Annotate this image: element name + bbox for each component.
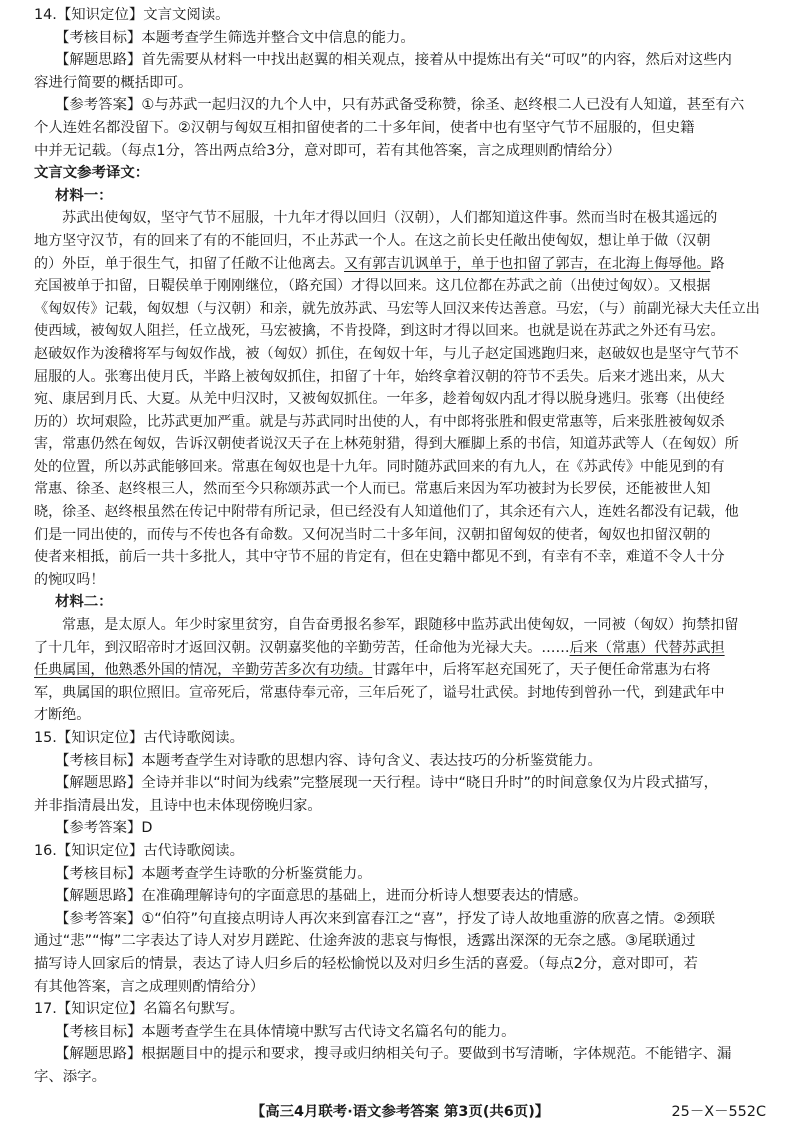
q14-goal: 【考核目标】本题考查学生筛选并整合文中信息的能力。: [55, 29, 415, 46]
q17-idea-line: 字、添字。: [34, 1068, 106, 1085]
q17-idea-line: 【解题思路】根据题目中的提示和要求，搜寻或归纳相关句子。要做到书写清晰，字体规范。不能错字、漏: [55, 1046, 732, 1063]
material-one-line: 常惠、徐圣、赵终根三人，然而至今只称颂苏武一个人而已。常惠后来因为军功被封为长罗侯，还能被世人知: [34, 481, 711, 498]
q14-head: 14.【知识定位】文言文阅读。: [34, 7, 230, 23]
material-one-line: 地方坚守汉节，有的回来了有的不能回归，不止苏武一个人。在这之前长史任敞出使匈奴，想让单于做（汉朝: [34, 232, 711, 249]
material-two-line: [34, 659, 766, 682]
q17-goal: 【考核目标】本题考查学生在具体情境中默写古代诗文名篇名句的能力。: [55, 1023, 516, 1040]
material-one-line: 的惋叹吗！: [34, 571, 105, 588]
q14-idea-line: 容进行简要的概括即可。: [34, 74, 193, 91]
q15-goal: 【考核目标】本题考查学生对诗歌的思想内容、诗句含义、表达技巧的分析鉴赏能力。: [55, 752, 602, 769]
material-one-line: 害，常惠仍然在匈奴，告诉汉朝使者说汉天子在上林苑射猎，得到大雁脚上系的书信，知道苏武等人（在匈奴）所: [34, 436, 739, 453]
q16-answer-line: 描写诗人回家后的情景，表达了诗人归乡后的轻松愉悦以及对归乡生活的喜爱。（每点2分，意对即可，若: [34, 955, 698, 972]
material-one-line: 苏武出使匈奴，坚守气节不屈服，十九年才得以回归（汉朝），人们都知道这件事。然而当时在极其遥远的: [62, 210, 718, 227]
material-two-line: 军，典属国的职位照旧。宣帝死后，常惠侍奉元帝，三年后死了，谥号壮武侯。封地传到曾孙一代，到建武年中: [34, 684, 725, 701]
q16-answer-line: 有其他答案，言之成理则酌情给分）: [34, 978, 265, 995]
material-one-text: 的）外臣，单于很生气，扣留了任敞不让他离去。: [34, 255, 345, 272]
q16-goal: 【考核目标】本题考查学生诗歌的分析鉴赏能力。: [55, 865, 372, 882]
material-one-line: 屈服的人。张骞出使月氏，半路上被匈奴抓住，扣留了十年，始终拿着汉朝的符节不丢失。后来才逃出来，从大: [34, 368, 725, 385]
q16-idea: 【解题思路】在准确理解诗句的字面意思的基础上，进而分析诗人想要表达的情感。: [55, 888, 588, 905]
material-one-line: 使西域，被匈奴人阻拦，任立战死，马宏被擒，不肯投降，到这时才得以回来。也就是说在苏武之外还有马宏。: [34, 323, 725, 340]
q15-idea-line: 【解题思路】全诗并非以“时间为线索”完整展现一天行程。诗中“晓日升时”的时间意象仅为片段式描写，: [55, 775, 719, 792]
underlined-sentence: 后来（常惠）代替苏武担: [569, 639, 725, 656]
material-two-line: 才断绝。: [34, 707, 91, 724]
underlined-sentence: 任典属国，他熟悉外国的情况，辛勤劳苦多次有功绩。: [34, 662, 373, 679]
footer-code: 25－X－552C: [671, 1104, 766, 1120]
material-one-line: 晓，徐圣、赵终根虽然在传记中附带有所记录，但已经没有人知道他们了，其余还有六人，连姓名都没有记载，他: [34, 504, 739, 521]
footer-title: 【高三4月联考·语文参考答案 第3页(共6页)】: [250, 1104, 550, 1120]
q15-answer: 【参考答案】D: [55, 820, 153, 837]
q16-answer-line: 【参考答案】①“伯符”句直接点明诗人再次来到富春江之“喜”，抒发了诗人故地重游的欣喜之情。②颈联: [55, 910, 716, 927]
material-one-line: 使者来相抵，前后一共十多批人，其中守节不屈的肯定有，但在史籍中都见不到，有幸有不幸，难道不令人十分: [34, 549, 725, 566]
q16-head: 16.【知识定位】古代诗歌阅读。: [34, 842, 244, 859]
q14-answer-line: 【参考答案】①与苏武一起归汉的九个人中，只有苏武备受称赞，徐圣、赵终根二人已没有人知道，甚至有六: [55, 97, 745, 114]
material-two-line: [34, 637, 766, 660]
material-one-line: 宛、康居到月氏、大夏。从羌中归汉时，又被匈奴抓住。一年多，趁着匈奴内乱才得以脱身逃归。张骞（出使经: [34, 391, 725, 408]
translation-title: 文言文参考译文：: [34, 165, 150, 182]
material-one-label: 材料一：: [55, 187, 113, 204]
q15-head: 15.【知识定位】古代诗歌阅读。: [34, 730, 244, 746]
material-one-line: 们是一同出使的，而传与不传也各有命数。又何况当时二十多年间，汉朝扣留匈奴的使者，匈奴也扣留汉朝的: [34, 526, 711, 543]
material-one-text: 路: [710, 255, 725, 272]
material-one-line: 历的）坎坷艰险，比苏武更加严重。就是与苏武同时出使的人，有中郎将张胜和假吏常惠等，后来张胜被匈奴杀: [34, 413, 725, 430]
material-one-line: 《匈奴传》记载，匈奴想（与汉朝）和亲，就先放苏武、马宏等人回汉来传达善意。马宏，（与）前副光禄大夫任立出: [34, 300, 760, 317]
q16-answer-line: 通过“悲”“悔”二字表达了诗人对岁月蹉跎、仕途奔波的悲哀与悔恨，透露出深深的无奈之感。③尾联通过: [34, 933, 696, 950]
q14-idea-line: 【解题思路】首先需要从材料一中找出赵翼的相关观点，接着从中提炼出有关“可叹”的内容，然后对这些内: [55, 52, 732, 69]
q15-idea-line: 并非指清晨出发，且诗中也未体现傍晚归家。: [34, 797, 322, 814]
material-two-label: 材料二：: [55, 594, 113, 611]
material-one-line: 充国被单于扣留，日鞮侯单于刚刚继位，（路充国）才得以回来。这几位都在苏武之前（出使过匈奴）。又根据: [34, 278, 711, 295]
q17-head: 17.【知识定位】名篇名句默写。: [34, 1001, 244, 1018]
q14-answer-line: 中并无记载。（每点1分，答出两点给3分，意对即可，若有其他答案，言之成理则酌情给分）: [34, 142, 621, 159]
page-footer: [0, 1100, 800, 1124]
material-two-text: 了十几年，到汉昭帝时才返回汉朝。汉朝嘉奖他的辛勤劳苦，任命他为光禄大夫。……: [34, 639, 570, 656]
q14-answer-line: 个人连姓名都没留下。②汉朝与匈奴互相扣留使者的二十多年间，使者中也有坚守气节不屈服的，但史籍: [34, 119, 695, 136]
material-one-line: 处的位置，所以苏武能够回来。常惠在匈奴也是十九年。同时随苏武回来的有九人，在《苏武传》中能见到的有: [34, 458, 725, 475]
material-one-line: 赵破奴作为浚稽将军与匈奴作战，被（匈奴）抓住，在匈奴十年，与儿子赵定国逃跑归来，赵破奴也是坚守气节不: [34, 345, 739, 362]
material-two-line: 常惠，是太原人。年少时家里贫穷，自告奋勇报名参军，跟随移中监苏武出使匈奴，一同被（匈奴）拘禁扣留: [62, 617, 739, 634]
underlined-sentence: 又有郭吉讥讽单于，单于也扣留了郭吉，在北海上侮辱他。: [344, 255, 711, 272]
material-two-text: 甘露年中，后将军赵充国死了，天子便任命常惠为右将: [372, 662, 711, 679]
material-one-line: [34, 253, 766, 276]
